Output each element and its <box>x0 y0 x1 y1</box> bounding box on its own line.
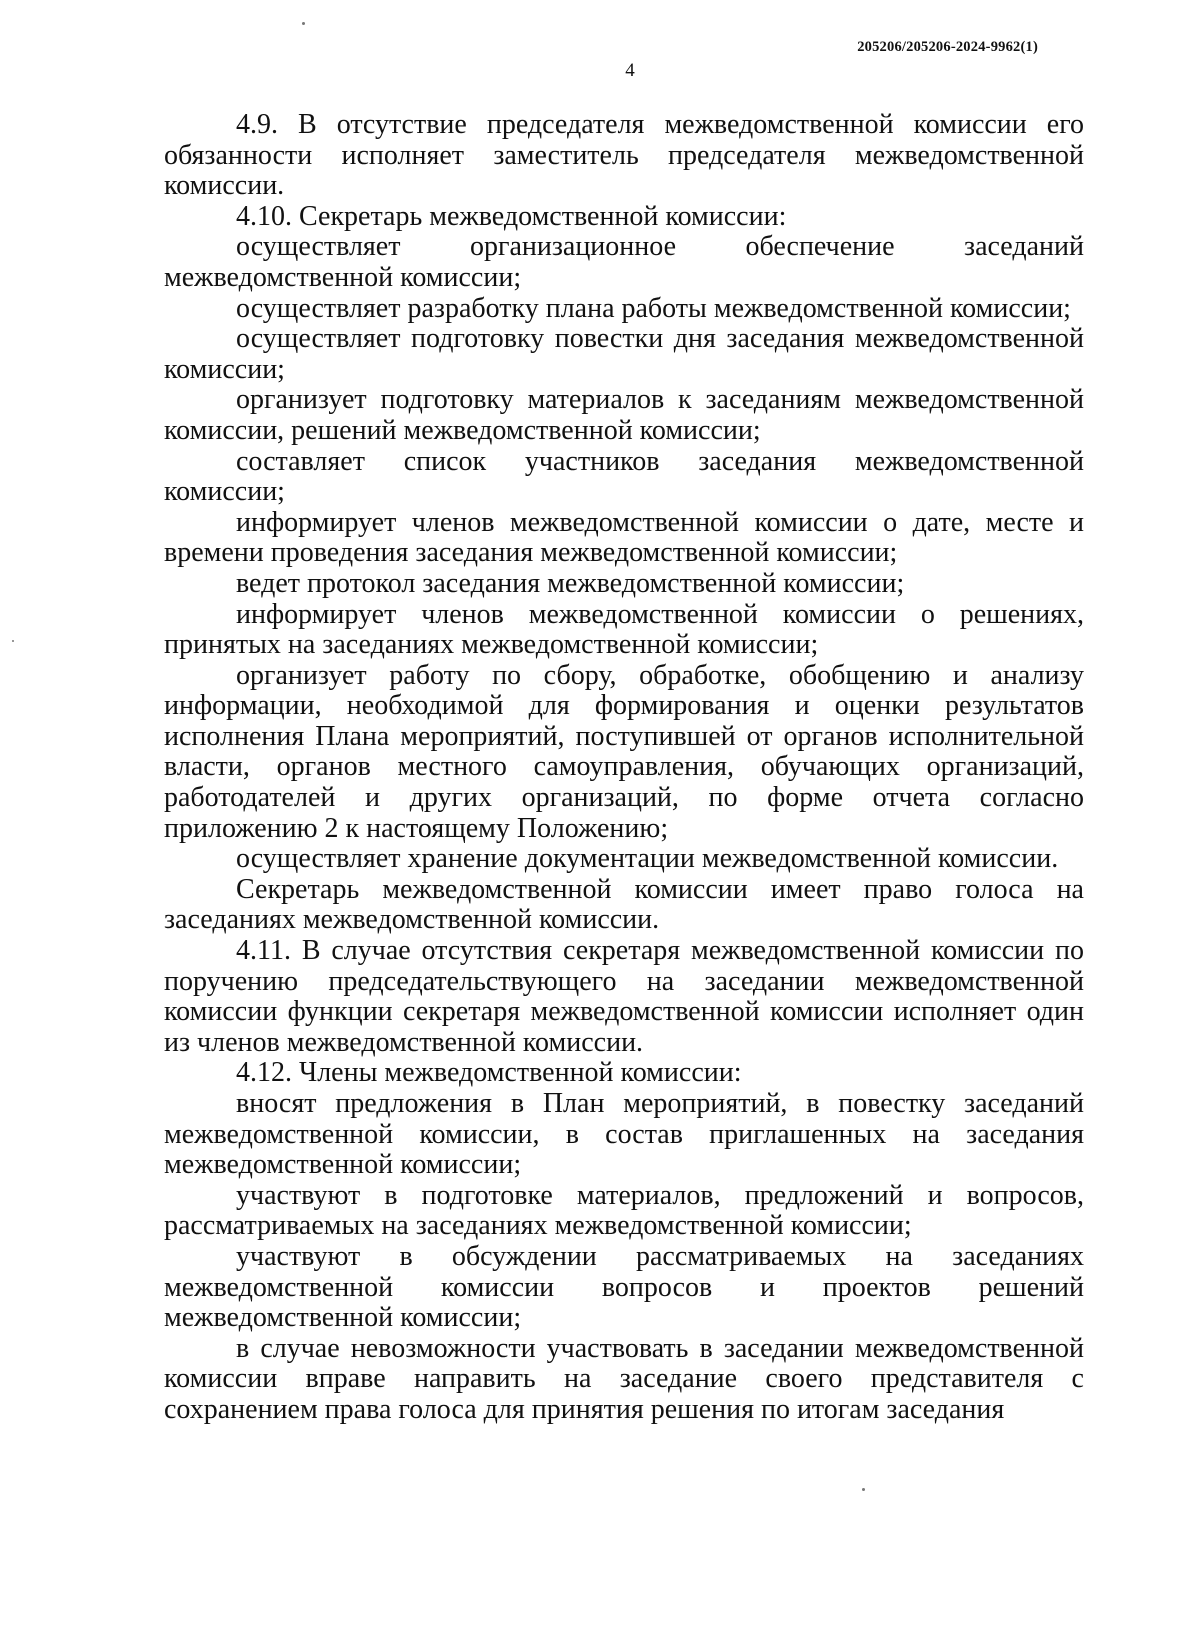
list-item-information-analysis: организует работу по сбору, обработке, обобщению и анализу информации, необходимой для формирования и оценки результатов исполнения Плана мероприятий, поступившей от органов исполнительной власти, органов местного самоуправления, обучающих организаций, работодателей и других организаций, по форме отчета согласно приложению 2 к настоящему Положению; <box>164 659 1084 844</box>
document-body <box>164 110 1084 1426</box>
paragraph-4-12-heading: 4.12. Члены межведомственной комиссии: <box>236 1057 742 1089</box>
list-item-agenda: осуществляет подготовку повестки дня заседания межведомственной комиссии; <box>164 323 1084 385</box>
list-item-inform-date: информирует членов межведомственной комиссии о дате, месте и времени проведения заседания межведомственной комиссии; <box>164 506 1084 569</box>
list-item-minutes: ведет протокол заседания межведомственной комиссии; <box>236 567 905 599</box>
list-item-discussion: участвуют в обсуждении рассматриваемых на заседаниях межведомственной комиссии вопросов и проектов решений межведомственной комиссии; <box>164 1240 1084 1334</box>
scan-speck <box>12 640 14 642</box>
list-item-representative: в случае невозможности участвовать в заседании межведомственной комиссии вправе направить на заседание своего представителя с сохранением права голоса для принятия решения по итогам заседания <box>164 1332 1084 1425</box>
paragraph-4-9: 4.9. В отсутствие председателя межведомственной комиссии его обязанности исполняет заместитель председателя межведомственной комиссии. <box>164 109 1084 202</box>
list-item-materials: организует подготовку материалов к заседаниям межведомственной комиссии, решений межведомственной комиссии; <box>164 384 1084 446</box>
list-item-preparation: участвуют в подготовке материалов, предложений и вопросов, рассматриваемых на заседаниях межведомственной комиссии; <box>164 1179 1084 1242</box>
scan-speck <box>862 1488 865 1491</box>
list-item-inform-decisions: информирует членов межведомственной комиссии о решениях, принятых на заседаниях межведомственной комиссии; <box>164 598 1084 661</box>
scan-speck <box>302 22 305 25</box>
document-registration-number: 205206/205206-2024-9962(1) <box>857 39 1038 55</box>
paragraph-secretary-vote: Секретарь межведомственной комиссии имеет право голоса на заседаниях межведомственной комиссии. <box>164 873 1084 936</box>
page-number: 4 <box>625 60 635 81</box>
paragraph-4-11: 4.11. В случае отсутствия секретаря межведомственной комиссии по поручению председательствующего на заседании межведомственной комиссии функции секретаря межведомственной комиссии исполняет один из членов межведомственной комиссии. <box>164 935 1084 1058</box>
list-item-organizational-support: осуществляет организационное обеспечение заседаний межведомственной комиссии; <box>164 231 1084 293</box>
list-item-proposals: вносят предложения в План мероприятий, в повестку заседаний межведомственной комиссии, в состав приглашенных на заседания межведомственной комиссии; <box>164 1088 1084 1181</box>
list-item-documentation: осуществляет хранение документации межведомственной комиссии. <box>236 843 1059 875</box>
list-item-work-plan: осуществляет разработку плана работы межведомственной комиссии; <box>236 292 1071 324</box>
paragraph-4-10-heading: 4.10. Секретарь межведомственной комиссии: <box>236 200 787 232</box>
list-item-participants: составляет список участников заседания межведомственной комиссии; <box>164 445 1084 508</box>
